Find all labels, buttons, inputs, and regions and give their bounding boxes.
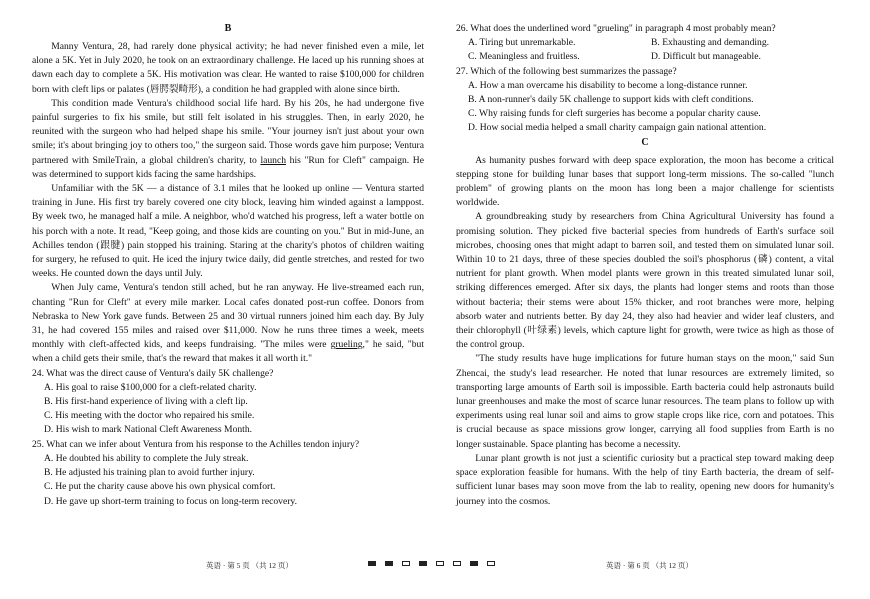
left-column — [32, 22, 424, 509]
question-27-stem: 27. Which of the following best summarizes the passage? — [456, 65, 677, 77]
underlined-word-grueling: grueling — [330, 339, 363, 351]
divider-mark-empty — [402, 561, 410, 566]
question-27 — [456, 65, 834, 136]
question-27-option-c[interactable]: C. Why raising funds for cleft surgeries has become a popular charity cause. — [468, 108, 761, 120]
passage-b-paragraph-1: Manny Ventura, 28, had rarely done physical activity; he had never finished even a mile, let alone a 5K. Yet in July 2020, he took on an extraordinary challenge. He laced up his running shoes at dawn each day to complete a 5K. His motivation was clear. He wanted to raise $100,000 for children born with cleft lips or palates (唇腭裂畸形), a condition he had grappled with alone since birth. — [32, 41, 424, 95]
right-column — [456, 22, 834, 509]
question-26 — [456, 22, 834, 65]
question-27-option-b[interactable]: B. A non-runner's daily 5K challenge to support kids with cleft conditions. — [468, 94, 754, 106]
question-24-option-d[interactable]: D. His wish to mark National Cleft Awareness Month. — [44, 424, 253, 436]
passage-b-paragraph-4 — [32, 281, 424, 366]
question-24-option-a[interactable]: A. His goal to raise $100,000 for a cleft-related charity. — [44, 381, 257, 393]
divider-mark-filled — [385, 561, 393, 566]
question-26-option-c[interactable]: C. Meaningless and fruitless. — [468, 51, 580, 63]
passage-c-paragraph-2: A groundbreaking study by researchers from China Agricultural University has found a promising solution. They picked five bacterial species from hundreds of Earth's surface soil microbes, choosing ones that might adapt to barren soil, and tested them on simulated lunar soil. Within 10 to 21 days, three of these species doubled the soil's phosphorus (磷) content, a vital nutrient for plant growth. When model plants were grown in this treated simulated lunar soil, striking differences emerged. After six days, the plants had longer stems and roots than those without bacteria; their stems were about 15% thicker, and root branches were more, helping absorb water and nutrients better. By day 24, they also had heavier and wider leaf clusters, and their chlorophyll (叶绿素) levels, which capture light for growth, were twice as high as those of the control group. — [456, 211, 834, 351]
passage-c-paragraph-1: As humanity pushes forward with deep space exploration, the moon has become a critical stepping stone for building lunar bases that support long-term missions. The so-called "lunch problem" of growing plants on the moon has long been a major challenge for scientists worldwide. — [456, 154, 834, 209]
page-footer-left: 英语 · 第 5 页 （共 12 页） — [206, 561, 293, 570]
passage-c-paragraph-4: Lunar plant growth is not just a scientific curiosity but a practical step toward making deep space exploration feasible for humans. With the help of tiny Earth bacteria, the dream of self-sufficient lunar bases may soon move from the lab to reality, opening new doors for humanity's journey into the cosmos. — [456, 452, 834, 507]
question-27-option-a[interactable]: A. How a man overcame his disability to become a long-distance runner. — [468, 79, 748, 91]
section-heading-b: B — [224, 23, 232, 34]
divider-mark-filled — [368, 561, 376, 566]
question-26-option-a[interactable]: A. Tiring but unremarkable. — [468, 37, 576, 49]
question-25-stem: 25. What can we infer about Ventura from his response to the Achilles tendon injury? — [32, 438, 360, 450]
page-footer-right: 英语 · 第 6 页 （共 12 页） — [606, 561, 693, 570]
divider-mark-empty — [436, 561, 444, 566]
question-24-option-b[interactable]: B. His first-hand experience of living with a cleft lip. — [44, 396, 248, 408]
question-24-stem: 24. What was the direct cause of Ventura's daily 5K challenge? — [32, 367, 274, 379]
paragraph-4-tail: ," he said, "but when a child gets their smile, that's the reward that makes it all worth it." — [32, 339, 424, 365]
question-25 — [32, 438, 424, 509]
question-27-option-d[interactable]: D. How social media helped a small charity campaign gain national attention. — [468, 122, 767, 134]
paragraph-4-text: When July came, Ventura's tendon still ached, but he ran anyway. He live-streamed each run, chanting "Run for Cleft" at every mile marker. Local cafes donated post-run coffee. Donors from Nebraska to New York gave funds. Between 25 and 30 virtual runners joined him each day. By July 31, he had covered 155 miles and raised over $11,000. Now he runs three times a week, meets monthly with cleft-affected kids, and keeps fundraising. "The miles were — [32, 282, 424, 351]
question-25-option-b[interactable]: B. He adjusted his training plan to avoid further injury. — [44, 467, 255, 479]
question-25-option-d[interactable]: D. He gave up short-term training to focus on long-term recovery. — [44, 495, 298, 507]
divider-mark-filled — [470, 561, 478, 566]
section-heading-c: C — [641, 136, 649, 148]
question-26-options-row-1 — [456, 36, 834, 50]
passage-b-paragraph-2 — [32, 97, 424, 182]
paragraph-2-text: This condition made Ventura's childhood social life hard. By his 20s, he had undergone five painful surgeries to fix his smile, but still felt isolated in his struggles. Then, in early 2020, he reunited with the surgeon who had helped shape his smile. "Your journey isn't just about your own smile; it's about bringing joy to others too," the surgeon said. Those words gave him purpose; Ventura partnered with SmileTrain, a global children's charity, to — [32, 97, 424, 166]
divider-mark-empty — [453, 561, 461, 566]
passage-b-paragraph-3: Unfamiliar with the 5K — a distance of 3.1 miles that he looked up online — Ventura started training in June. His first try barely covered one city block, leaving him winded against a lamppost. By week two, he managed half a mile. A neighbor, who'd watched his progress, left a water bottle on his porch with a note. It read, "Keep going, and those kids are counting on you." But in mid-June, an Achilles tendon (跟腱) pain stopped his training. Staring at the charity's photos of children waiting for surgery, he refused to quit. He iced the injury twice daily, did gentle stretches, and rested for two weeks. He counted down the days until July. — [32, 183, 424, 280]
paragraph-2-tail: his "Run for Cleft" campaign. He was determined to support kids facing the same hardships. — [32, 154, 424, 180]
question-26-option-d[interactable]: D. Difficult but manageable. — [651, 51, 761, 63]
question-26-stem: 26. What does the underlined word "grueling" in paragraph 4 most probably mean? — [456, 23, 776, 34]
question-25-option-a[interactable]: A. He doubted his ability to complete the July streak. — [44, 452, 249, 464]
divider-mark-filled — [419, 561, 427, 566]
question-26-options-row-2 — [456, 50, 834, 64]
question-25-option-c[interactable]: C. He put the charity cause above his own physical comfort. — [44, 481, 276, 493]
underlined-word-launch: launch — [260, 154, 287, 166]
question-26-option-b[interactable]: B. Exhausting and demanding. — [651, 37, 770, 49]
question-24-option-c[interactable]: C. His meeting with the doctor who repaired his smile. — [44, 410, 255, 422]
question-24 — [32, 367, 424, 438]
passage-c-paragraph-3: "The study results have huge implications for future human stays on the moon," said Sun Zhencai, the study's lead researcher. He noted that lunar resources are extremely limited, so transporting large amounts of Earth soil is impossible. Earth bacteria could help astronauts build lunar greenhouses and make the most of scarce lunar resources. The team plans to follow up with experiments using real lunar soil and aims to grow staple crops like rice, corn and potatoes. This is crucial because as space missions grow longer, carrying all food supplies from Earth is no longer sustainable. Space planting has become a necessity. — [456, 353, 834, 450]
divider-mark-empty — [487, 561, 495, 566]
